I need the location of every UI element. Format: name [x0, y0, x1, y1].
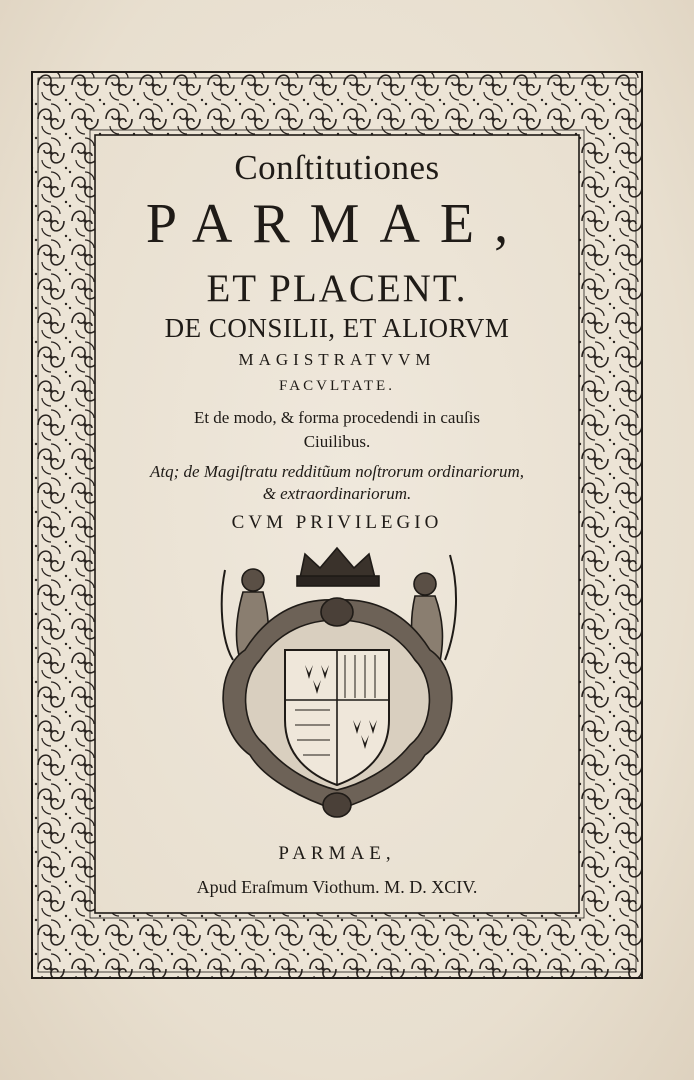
- imprint-printer-year: Apud Eraſmum Viothum. M. D. XCIV.: [196, 877, 478, 897]
- title-line-3: ET PLACENT.: [206, 267, 468, 310]
- privilege-line: CVM PRIVILEGIO: [231, 512, 443, 533]
- title-line-8: Ciuilibus.: [303, 432, 371, 451]
- title-line-4: DE CONSILII, ET ALIORVM: [164, 313, 510, 343]
- title-line-9: Atq; de Magiſtratu redditũum noſtrorum ordinariorum,: [150, 462, 524, 481]
- title-line-7: Et de modo, & forma procedendi in cauſis: [193, 408, 481, 427]
- title-line-6: FACVLTATE.: [279, 378, 395, 394]
- imprint-place: PARMAE,: [278, 843, 396, 864]
- title-line-5: MAGISTRATVVM: [238, 350, 436, 369]
- coat-of-arms-icon: [205, 540, 470, 830]
- title-line-10: & extraordinariorum.: [262, 484, 412, 503]
- title-line-1: Conſtitutiones: [234, 148, 440, 187]
- title-line-2: PARMAE,: [145, 193, 529, 255]
